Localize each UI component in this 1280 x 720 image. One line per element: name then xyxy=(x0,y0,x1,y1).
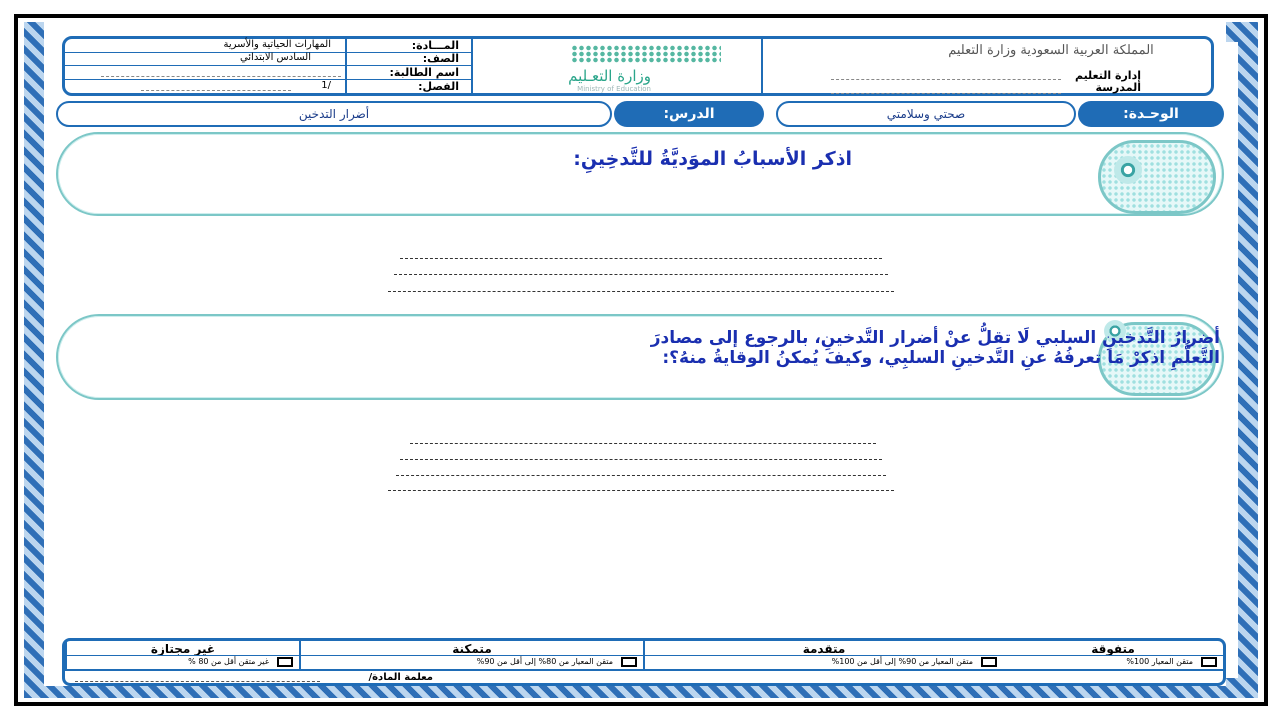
answer-line-1 xyxy=(410,443,876,444)
rubric-desc: غير متقن أقل من 80 % xyxy=(188,657,269,666)
rubric-desc: متقن المعيار 100% xyxy=(1126,657,1193,666)
student-name-dotline xyxy=(101,76,341,77)
header-student-block xyxy=(65,39,471,93)
rubric-checkbox[interactable] xyxy=(1201,657,1217,667)
unit-value-pill: صحتي وسلامتي xyxy=(776,101,1076,127)
question-1-text: اذكر الأسبابُ الموَديَّةُ للتَّدخِينِ: xyxy=(573,148,852,170)
assessment-rubric xyxy=(62,638,1226,686)
subject-label: المـــادة: xyxy=(411,39,459,52)
flower-icon xyxy=(1114,156,1142,184)
header-row-divider xyxy=(65,79,471,80)
question-1-box xyxy=(56,132,1224,216)
answer-line-2 xyxy=(394,274,888,275)
subject-value: المهارات الحياتية والأسرية xyxy=(223,39,331,50)
answer-line-3 xyxy=(388,291,894,292)
header-col-divider xyxy=(345,39,347,93)
rubric-desc: متقن المعيار من 90% إلى أقل من 100% xyxy=(831,657,973,666)
answer-line-2 xyxy=(400,459,882,460)
class-label: الفصل: xyxy=(418,80,459,93)
ministry-logo: وزارة التعـليم xyxy=(568,67,651,85)
rubric-cell-advanced xyxy=(643,641,1003,669)
lesson-label-pill: الدرس: xyxy=(614,101,764,127)
rubric-checkbox[interactable] xyxy=(277,657,293,667)
rubric-bottom-divider xyxy=(65,669,1223,671)
class-value: /1 xyxy=(321,80,331,91)
question-2-line-2: التَّعلُّمِ اذكرْ مَا تعرفُهُ عنِ التَّدخينِ السلبِي، وكيفَ يُمكنُ الوقايةُ منهُ؟: xyxy=(662,348,1220,368)
rubric-divider xyxy=(301,655,643,656)
rubric-checkbox[interactable] xyxy=(981,657,997,667)
question-2-box xyxy=(56,314,1224,400)
rubric-title: غير مجتازة xyxy=(150,642,216,656)
rubric-divider xyxy=(645,655,1003,656)
header-ministry-block xyxy=(471,39,761,93)
class-dotline xyxy=(141,90,291,91)
teacher-dotline xyxy=(75,681,320,682)
ministry-logo-dots xyxy=(571,45,721,63)
question-2-text xyxy=(160,328,1220,368)
teacher-label: معلمة المادة/ xyxy=(368,672,433,683)
answer-line-1 xyxy=(400,258,882,259)
header-school-block xyxy=(761,39,1211,93)
grade-value: السادس الابتدائي xyxy=(239,52,311,63)
edu-admin-label: إدارة التعليم xyxy=(1074,69,1141,82)
rubric-title: متقدمة xyxy=(802,642,846,656)
unit-label-pill: الوحـدة: xyxy=(1078,101,1224,127)
grade-label: الصف: xyxy=(422,52,459,65)
rubric-divider xyxy=(1003,655,1223,656)
rubric-title: متمكنة xyxy=(452,642,492,656)
student-name-label: اسم الطالبة: xyxy=(389,66,459,79)
rubric-cell-proficient xyxy=(299,641,643,669)
answer-line-4 xyxy=(388,490,894,491)
rubric-divider xyxy=(67,655,299,656)
kingdom-logo: المملكة العربية السعودية وزارة التعليم xyxy=(948,43,1154,58)
rubric-desc: متقن المعيار من 80% إلى أقل من 90% xyxy=(476,657,613,666)
rubric-title: متفوقة xyxy=(1091,642,1135,656)
rubric-cell-not-passed xyxy=(65,641,299,669)
edu-admin-dotline xyxy=(831,79,1061,80)
ministry-logo-en: Ministry of Education xyxy=(577,85,651,93)
question-2-line-1: أضرارُ التَّدخينِ السلبي لَا تقلُّ عنْ أضرار التَّدخينِ، بالرجوع إلى مصادرَ xyxy=(650,328,1220,348)
lesson-value-pill: أضرار التدخين xyxy=(56,101,612,127)
answer-line-3 xyxy=(396,475,886,476)
rubric-checkbox[interactable] xyxy=(621,657,637,667)
school-dotline xyxy=(831,93,1061,94)
rubric-cell-excellent xyxy=(1003,641,1223,669)
school-label: المدرسة xyxy=(1095,81,1141,94)
worksheet-header xyxy=(62,36,1214,96)
